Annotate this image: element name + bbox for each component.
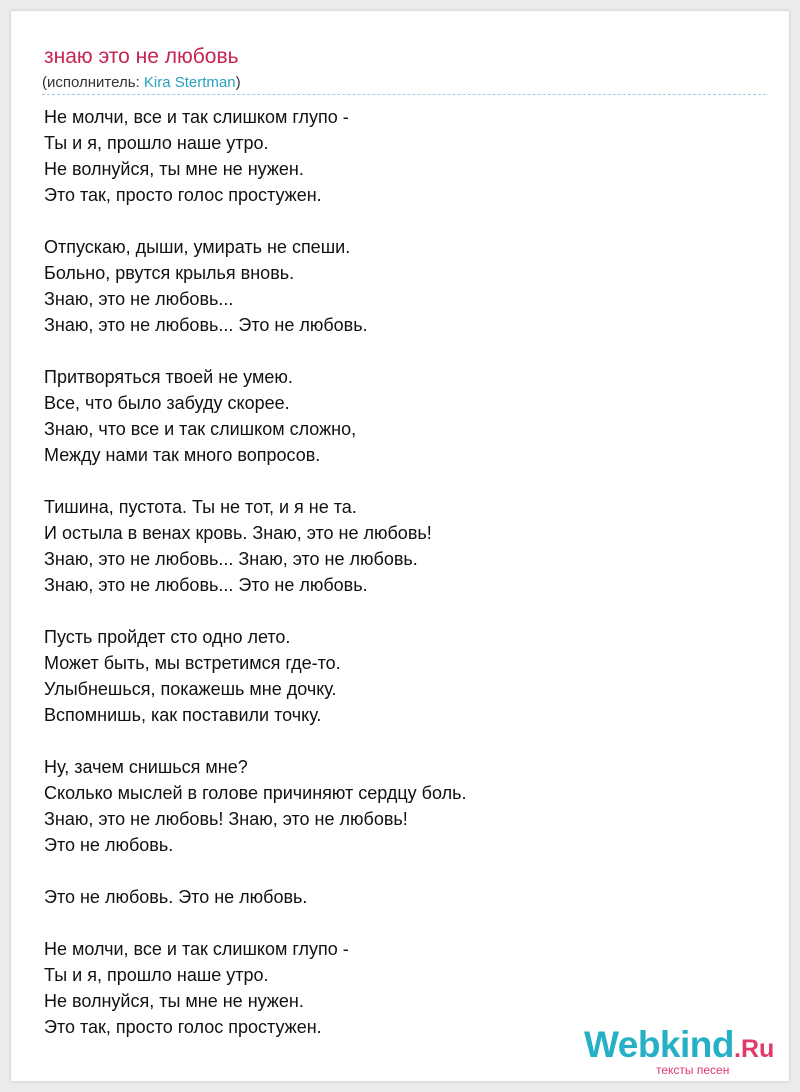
artist-link[interactable]: Kira Stertman	[143, 74, 236, 91]
lyric-line: Не волнуйся, ты мне не нужен.	[44, 991, 304, 1011]
lyric-line: И остыла в венах кровь. Знаю, это не любовь!	[44, 523, 432, 543]
lyric-line: Все, что было забуду скорее.	[44, 393, 290, 413]
lyric-line: Ну, зачем снишься мне?	[44, 757, 248, 777]
lyric-line: Знаю, это не любовь... Знаю, это не любовь.	[44, 549, 418, 569]
lyric-line: Знаю, это не любовь... Это не любовь.	[44, 315, 368, 335]
lyric-line: Это не любовь.	[44, 835, 174, 855]
site-logo[interactable]	[584, 1023, 784, 1079]
lyric-line: Улыбнешься, покажешь мне дочку.	[44, 679, 337, 699]
lyric-line: Знаю, это не любовь... Это не любовь.	[44, 575, 368, 595]
lyrics-stanza	[44, 494, 764, 598]
lyrics-stanza	[44, 884, 764, 910]
lyric-line: Не молчи, все и так слишком глупо -	[44, 939, 349, 959]
lyric-line: Сколько мыслей в голове причиняют сердцу боль.	[44, 783, 467, 803]
logo-name: Webkind	[584, 1024, 734, 1065]
lyrics-stanza	[44, 234, 764, 338]
title-divider	[42, 94, 766, 95]
lyrics-text	[44, 104, 764, 1066]
lyrics-stanza	[44, 104, 764, 208]
logo-domain: .Ru	[734, 1035, 775, 1063]
lyric-line: Пусть пройдет сто одно лето.	[44, 627, 291, 647]
logo-tagline: тексты песен	[656, 1063, 730, 1077]
lyric-line: Не молчи, все и так слишком глупо -	[44, 107, 349, 127]
lyric-line: Знаю, это не любовь! Знаю, это не любовь!	[44, 809, 408, 829]
lyric-line: Отпускаю, дыши, умирать не спеши.	[44, 237, 351, 257]
lyrics-stanza	[44, 364, 764, 468]
lyric-line: Тишина, пустота. Ты не тот, и я не та.	[44, 497, 357, 517]
lyric-line: Ты и я, прошло наше утро.	[44, 965, 269, 985]
artist-suffix: )	[235, 74, 241, 91]
lyric-line: Это так, просто голос простужен.	[44, 185, 322, 205]
lyric-line: Не волнуйся, ты мне не нужен.	[44, 159, 304, 179]
lyric-line: Может быть, мы встретимся где-то.	[44, 653, 341, 673]
artist-prefix: (исполнитель:	[42, 74, 144, 91]
lyric-line: Притворяться твоей не умею.	[44, 367, 293, 387]
lyric-line: Знаю, это не любовь...	[44, 289, 234, 309]
lyrics-stanza	[44, 754, 764, 858]
lyrics-page	[10, 10, 790, 1082]
lyrics-stanza	[44, 624, 764, 728]
lyric-line: Это так, просто голос простужен.	[44, 1017, 322, 1037]
lyric-line: Вспомнишь, как поставили точку.	[44, 705, 322, 725]
lyric-line: Знаю, что все и так слишком сложно,	[44, 419, 357, 439]
lyric-line: Это не любовь. Это не любовь.	[44, 887, 308, 907]
lyric-line: Ты и я, прошло наше утро.	[44, 133, 269, 153]
artist-line	[42, 73, 241, 93]
lyric-line: Больно, рвутся крылья вновь.	[44, 263, 295, 283]
song-title: знаю это не любовь	[44, 45, 239, 68]
lyric-line: Между нами так много вопросов.	[44, 445, 321, 465]
